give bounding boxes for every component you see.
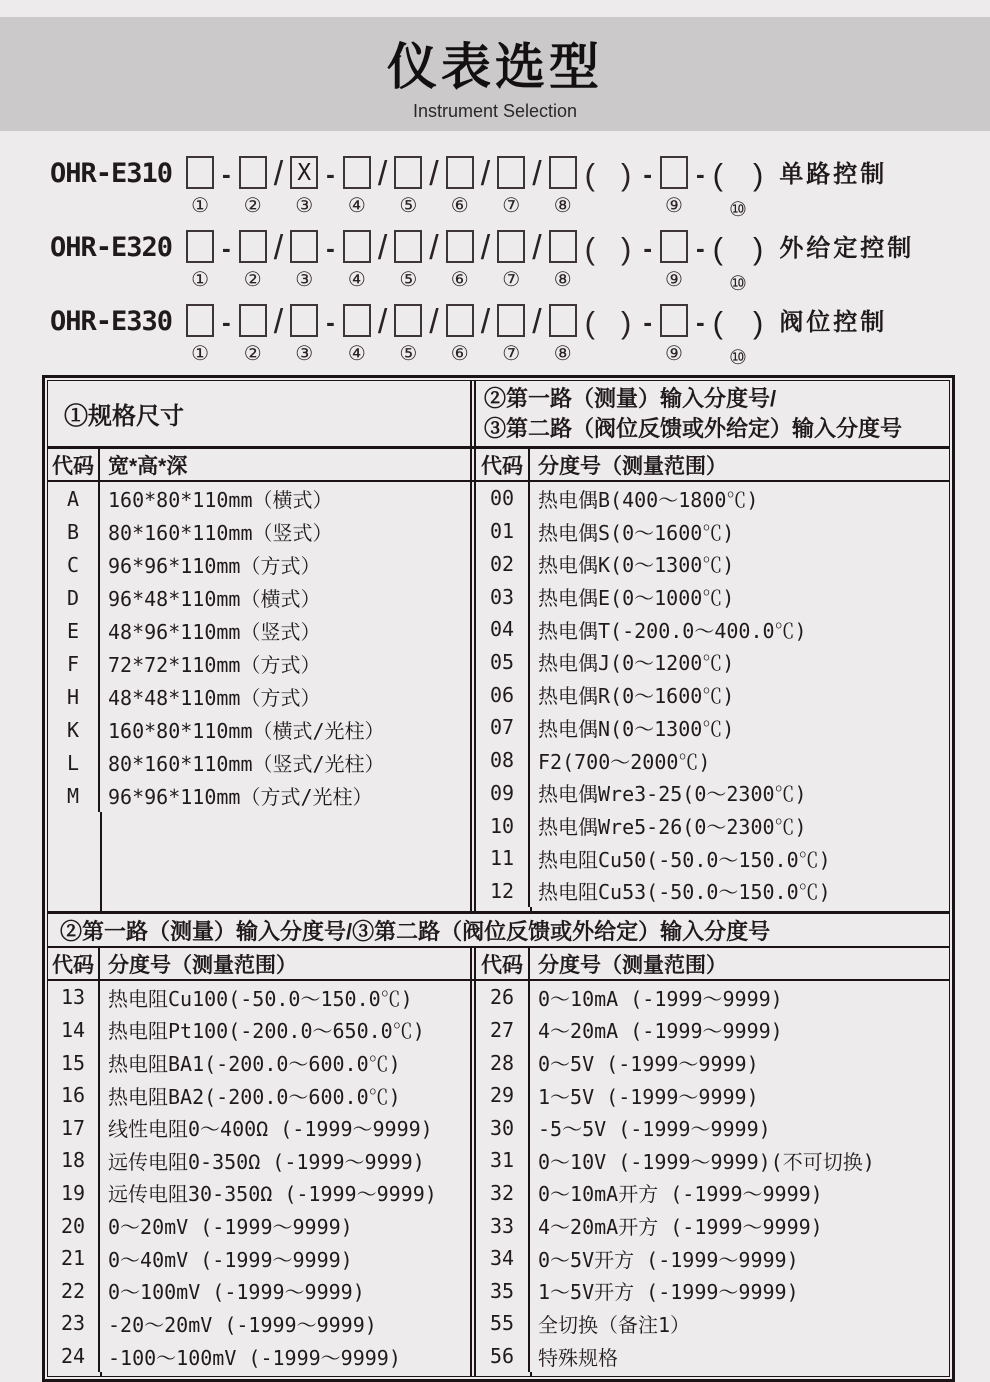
dash-separator: -: [643, 233, 652, 263]
row-description: 热电偶B(400～1800℃): [538, 487, 759, 512]
row-code: 21: [48, 1242, 100, 1275]
circled-number-1: ①: [191, 341, 210, 365]
row-code: 07: [476, 711, 530, 744]
code-slot-6: [446, 156, 474, 216]
dash-separator: -: [326, 307, 335, 337]
slash-separator: /: [377, 303, 388, 341]
row-code: 05: [476, 646, 530, 679]
row-description: 热电阻Cu50(-50.0～150.0℃): [538, 847, 831, 872]
circled-number-7: ⑦: [502, 341, 521, 365]
row-description: 0～40mV (-1999～9999): [108, 1247, 353, 1272]
code-slot-1: [186, 230, 214, 290]
row-code: 30: [476, 1111, 530, 1144]
model-code: OHR-E330: [50, 306, 173, 337]
code-slot-9: [660, 304, 688, 364]
row-code: 03: [476, 580, 530, 613]
spec-box-2: [239, 230, 267, 263]
spec-box-2: [239, 304, 267, 337]
spec-box-6: [446, 230, 474, 263]
row-code: 31: [476, 1144, 530, 1177]
slash-separator: /: [532, 303, 542, 341]
row-code: 08: [476, 744, 530, 777]
row-description: 热电偶J(0～1200℃): [538, 651, 735, 676]
spec-box-3: [290, 230, 318, 263]
row-code: 10: [476, 809, 530, 842]
table-row: [48, 1079, 470, 1112]
section1-header-right: [470, 381, 949, 446]
row-description: F2(700～2000℃): [538, 749, 711, 774]
table-row: [48, 1274, 470, 1307]
section1-header: [48, 381, 949, 449]
circled-number-4: ④: [347, 193, 366, 217]
row-description: -100～100mV (-1999～9999): [108, 1345, 401, 1370]
row-code: C: [48, 548, 100, 581]
row-code: E: [48, 614, 100, 647]
dash-separator: -: [695, 233, 705, 263]
row-code: 15: [48, 1046, 100, 1079]
table-row: [48, 779, 470, 812]
table-row: [476, 482, 949, 515]
code-slot-9: [660, 156, 688, 216]
table-row: [476, 1046, 949, 1079]
row-code: 32: [476, 1177, 530, 1210]
table-row: [476, 547, 949, 580]
slash-separator: /: [480, 303, 491, 341]
row-description: 特殊规格: [538, 1345, 618, 1370]
spec-box-9: [660, 230, 688, 263]
row-code: 04: [476, 613, 530, 646]
row-code: 11: [476, 842, 530, 875]
table-row: [476, 776, 949, 809]
column-header-code: 代码: [48, 449, 100, 480]
row-description: 96*48*110mm（横式）: [108, 587, 321, 611]
circled-number-7: ⑦: [502, 267, 521, 291]
circled-number-6: ⑥: [450, 341, 469, 365]
table-row: [48, 680, 470, 713]
row-code: 02: [476, 547, 530, 580]
circled-number-2: ②: [243, 341, 262, 365]
table-row: [48, 1340, 470, 1373]
column-header-code: 代码: [48, 948, 100, 979]
section1-header-left: ①规格尺寸: [64, 403, 184, 430]
row-description: 热电偶T(-200.0～400.0℃): [538, 618, 807, 643]
row-description: 热电阻BA1(-200.0～600.0℃): [108, 1052, 401, 1077]
column-header-range: 分度号（测量范围）: [538, 454, 727, 478]
close-paren: ): [752, 231, 764, 266]
model-control-type-label: 外给定控制: [779, 235, 915, 262]
table-row: [48, 746, 470, 779]
code-slot-10: [713, 156, 764, 220]
model-control-type-label: 单路控制: [779, 161, 888, 188]
row-code: 23: [48, 1307, 100, 1340]
spec-box-3: X: [290, 156, 318, 189]
row-code: A: [48, 482, 100, 515]
circled-number-9: ⑨: [665, 267, 683, 291]
circled-number-6: ⑥: [450, 267, 469, 291]
section1-column-headers: [48, 449, 949, 482]
page-title: 仪表选型: [387, 38, 603, 95]
row-description: -20～20mV (-1999～9999): [108, 1312, 377, 1337]
row-code: 29: [476, 1079, 530, 1112]
circled-number-9: ⑨: [665, 193, 683, 217]
circled-number-1: ①: [191, 193, 210, 217]
spec-box-4: [343, 230, 371, 263]
column-header-code: 代码: [476, 449, 530, 480]
circled-number-5: ⑤: [399, 267, 418, 291]
circled-number-1: ①: [191, 267, 210, 291]
spec-box-3: [290, 304, 318, 337]
row-description: 热电偶R(0～1600℃): [538, 684, 735, 709]
row-description: 160*80*110mm（横式/光柱）: [108, 719, 385, 743]
code-slot-9: [660, 230, 688, 290]
row-code: L: [48, 746, 100, 779]
table-row: [48, 1242, 470, 1275]
row-code: 06: [476, 678, 530, 711]
spec-box-1: [186, 230, 214, 263]
section2-column-headers: [48, 948, 949, 981]
table-row: [48, 482, 470, 515]
row-code: 35: [476, 1274, 530, 1307]
spec-box-2: [239, 156, 267, 189]
table-row: [476, 744, 949, 777]
model-row: [50, 156, 914, 230]
spec-box-9: [660, 156, 688, 189]
spec-box-4: [343, 156, 371, 189]
code-slot-2: [239, 156, 267, 216]
open-paren: (: [712, 231, 723, 266]
row-code: 34: [476, 1242, 530, 1275]
circled-number-10: ⑩: [729, 197, 747, 221]
row-code: 00: [476, 482, 530, 515]
row-code: 26: [476, 981, 530, 1014]
row-code: 24: [48, 1340, 100, 1373]
table-row: [476, 1079, 949, 1112]
open-paren: (: [712, 157, 723, 192]
circled-number-7: ⑦: [502, 193, 521, 217]
row-code: 33: [476, 1209, 530, 1242]
column-header-range: 分度号（测量范围）: [108, 953, 297, 977]
row-code: 14: [48, 1014, 100, 1047]
open-paren: (: [584, 305, 595, 340]
title-banner: [0, 17, 990, 131]
code-slot-7: [497, 304, 525, 364]
code-slot-1: [186, 304, 214, 364]
slash-separator: /: [377, 155, 388, 193]
table-row: [476, 842, 949, 875]
slash-separator: /: [273, 155, 284, 193]
close-paren: ): [752, 305, 764, 340]
table-row: [48, 581, 470, 614]
row-description: 热电偶E(0～1000℃): [538, 586, 735, 611]
row-description: 热电偶N(0～1300℃): [538, 716, 735, 741]
model-code-section: [50, 156, 914, 378]
spec-box-7: [497, 230, 525, 263]
circled-number-5: ⑤: [399, 341, 418, 365]
spec-box-7: [497, 156, 525, 189]
code-slot-10: [713, 304, 764, 368]
table-row: [476, 711, 949, 744]
table-row: [476, 613, 949, 646]
dash-separator: -: [326, 233, 335, 263]
row-description: 0～10mA (-1999～9999): [538, 986, 783, 1011]
table-row: [476, 646, 949, 679]
table-row: [476, 1111, 949, 1144]
circled-number-2: ②: [243, 193, 262, 217]
dash-separator: -: [695, 159, 705, 189]
dash-separator: -: [643, 307, 652, 337]
column-header-range: 分度号（测量范围）: [538, 953, 727, 977]
row-description: 4～20mA (-1999～9999): [538, 1019, 783, 1044]
row-code: 19: [48, 1177, 100, 1210]
code-slot-5: [394, 156, 422, 216]
table-row: [48, 548, 470, 581]
slash-separator: /: [480, 229, 491, 267]
row-code: D: [48, 581, 100, 614]
row-description: 48*48*110mm（方式）: [108, 686, 321, 710]
open-paren: (: [712, 305, 723, 340]
table-row: [476, 1307, 949, 1340]
circled-number-4: ④: [347, 267, 366, 291]
row-description: 160*80*110mm（横式）: [108, 488, 333, 512]
table-row: [476, 1144, 949, 1177]
spec-box-7: [497, 304, 525, 337]
row-code: 27: [476, 1014, 530, 1047]
dash-separator: -: [222, 307, 231, 337]
row-code: K: [48, 713, 100, 746]
dash-separator: -: [643, 159, 652, 189]
model-row: [50, 230, 914, 304]
row-description: 远传电阻0-350Ω (-1999～9999): [108, 1149, 425, 1174]
row-description: 1～5V开方 (-1999～9999): [538, 1280, 799, 1305]
close-paren: ): [620, 157, 632, 192]
row-code: B: [48, 515, 100, 548]
circled-number-9: ⑨: [665, 341, 683, 365]
code-slot-8: [549, 156, 577, 216]
model-row: [50, 304, 914, 378]
code-slot-6: [446, 230, 474, 290]
row-code: 01: [476, 515, 530, 548]
spec-box-8: [549, 304, 577, 337]
open-paren: (: [584, 231, 595, 266]
code-slot-7: [497, 156, 525, 216]
table-row: [48, 1046, 470, 1079]
close-paren: ): [752, 157, 764, 192]
slash-separator: /: [429, 303, 439, 341]
row-description: 80*160*110mm（竖式/光柱）: [108, 752, 385, 776]
row-description: -5～5V (-1999～9999): [538, 1117, 771, 1142]
close-paren: ): [620, 231, 632, 266]
open-paren: (: [584, 157, 595, 192]
row-description: 线性电阻0～400Ω (-1999～9999): [108, 1117, 433, 1142]
slash-separator: /: [273, 303, 284, 341]
code-slot-7: [497, 230, 525, 290]
table-row: [476, 1014, 949, 1047]
row-code: 17: [48, 1111, 100, 1144]
model-code: OHR-E320: [50, 232, 173, 263]
row-description: 1～5V (-1999～9999): [538, 1084, 759, 1109]
table-row: [476, 580, 949, 613]
circled-number-5: ⑤: [399, 193, 418, 217]
table-row: [48, 1014, 470, 1047]
row-description: 80*160*110mm（竖式）: [108, 521, 333, 545]
dash-separator: -: [695, 307, 705, 337]
table-row: [48, 515, 470, 548]
table-row: [476, 809, 949, 842]
spec-box-1: [186, 304, 214, 337]
row-description: 96*96*110mm（方式/光柱）: [108, 785, 373, 809]
spec-box-4: [343, 304, 371, 337]
row-description: 热电阻BA2(-200.0～600.0℃): [108, 1084, 401, 1109]
row-code: 22: [48, 1274, 100, 1307]
spec-box-6: [446, 156, 474, 189]
row-code: 13: [48, 981, 100, 1014]
slash-separator: /: [532, 229, 542, 267]
row-code: 16: [48, 1079, 100, 1112]
circled-number-10: ⑩: [729, 271, 747, 295]
slash-separator: /: [429, 229, 439, 267]
circled-number-4: ④: [347, 341, 366, 365]
row-description: 0～20mV (-1999～9999): [108, 1215, 353, 1240]
table-row: [476, 1242, 949, 1275]
row-description: 96*96*110mm（方式）: [108, 554, 321, 578]
row-code: M: [48, 779, 100, 812]
selection-table: [42, 375, 955, 1382]
row-description: 0～10mA开方 (-1999～9999): [538, 1182, 823, 1207]
spec-box-6: [446, 304, 474, 337]
code-slot-4: [343, 156, 371, 216]
code-slot-3: [290, 304, 318, 364]
spec-box-5: [394, 156, 422, 189]
dash-separator: -: [222, 159, 231, 189]
row-description: 0～5V (-1999～9999): [538, 1052, 759, 1077]
row-description: 0～10V (-1999～9999)(不可切换): [538, 1149, 875, 1174]
code-slot-6: [446, 304, 474, 364]
table-row: [48, 1177, 470, 1210]
row-description: 0～100mV (-1999～9999): [108, 1280, 365, 1305]
table-row: [48, 713, 470, 746]
row-description: 48*96*110mm（竖式）: [108, 620, 321, 644]
code-slot-4: [343, 304, 371, 364]
row-code: 55: [476, 1307, 530, 1340]
slash-separator: /: [480, 155, 491, 193]
model-code: OHR-E310: [50, 158, 173, 189]
row-code: 28: [476, 1046, 530, 1079]
slash-separator: /: [532, 155, 542, 193]
spec-box-8: [549, 156, 577, 189]
dash-separator: -: [222, 233, 231, 263]
circled-number-3: ③: [295, 267, 314, 291]
table-row: [48, 1307, 470, 1340]
code-slot-5: [394, 304, 422, 364]
code-slot-5: [394, 230, 422, 290]
table-row: [476, 1340, 949, 1373]
table-row: [476, 981, 949, 1014]
close-paren: ): [620, 305, 632, 340]
row-code: 09: [476, 776, 530, 809]
table-row: [476, 1274, 949, 1307]
section1-body: [48, 482, 949, 911]
row-description: 全切换（备注1）: [538, 1312, 691, 1337]
row-description: 热电偶Wre5-26(0～2300℃): [538, 815, 807, 840]
code-slot-2: [239, 230, 267, 290]
row-code: 18: [48, 1144, 100, 1177]
row-code: H: [48, 680, 100, 713]
table-row: [48, 1111, 470, 1144]
row-code: 12: [476, 875, 530, 908]
circled-number-10: ⑩: [729, 345, 747, 369]
slash-separator: /: [429, 155, 439, 193]
circled-number-2: ②: [243, 267, 262, 291]
circled-number-3: ③: [295, 193, 314, 217]
spec-box-5: [394, 304, 422, 337]
table-row: [476, 1177, 949, 1210]
row-code: 56: [476, 1340, 530, 1373]
code-slot-4: [343, 230, 371, 290]
row-description: 热电偶Wre3-25(0～2300℃): [538, 782, 807, 807]
row-description: 远传电阻30-350Ω (-1999～9999): [108, 1182, 437, 1207]
circled-number-6: ⑥: [450, 193, 469, 217]
row-description: 热电阻Cu100(-50.0～150.0℃): [108, 986, 413, 1011]
table-row: [48, 647, 470, 680]
section2-header: ②第一路（测量）输入分度号/③第二路（阀位反馈或外给定）输入分度号: [48, 911, 949, 948]
code-slot-10: [713, 230, 764, 294]
circled-number-8: ⑧: [553, 193, 572, 217]
spec-box-1: [186, 156, 214, 189]
model-control-type-label: 阀位控制: [779, 309, 888, 336]
circled-number-3: ③: [295, 341, 314, 365]
table-row: [476, 678, 949, 711]
row-description: 72*72*110mm（方式）: [108, 653, 321, 677]
slash-separator: /: [377, 229, 388, 267]
column-header-size: 宽*高*深: [108, 454, 188, 478]
table-row: [48, 1209, 470, 1242]
row-code: F: [48, 647, 100, 680]
code-slot-1: [186, 156, 214, 216]
table-row: [48, 1144, 470, 1177]
dash-separator: -: [326, 159, 335, 189]
row-description: 4～20mA开方 (-1999～9999): [538, 1215, 823, 1240]
spec-box-9: [660, 304, 688, 337]
code-slot-3: [290, 230, 318, 290]
section1-header-right-line2: ③第二路（阀位反馈或外给定）输入分度号: [484, 415, 903, 441]
code-slot-8: [549, 304, 577, 364]
row-description: 0～5V开方 (-1999～9999): [538, 1247, 799, 1272]
section2-body: [48, 981, 949, 1376]
code-slot-2: [239, 304, 267, 364]
section1-header-right-line1: ②第一路（测量）输入分度号/: [484, 385, 777, 411]
row-description: 热电偶S(0～1600℃): [538, 520, 735, 545]
table-row: [476, 515, 949, 548]
slash-separator: /: [273, 229, 284, 267]
page-subtitle: Instrument Selection: [412, 100, 578, 121]
row-code: 20: [48, 1209, 100, 1242]
column-header-code: 代码: [476, 948, 530, 979]
circled-number-8: ⑧: [553, 341, 572, 365]
row-description: 热电阻Cu53(-50.0～150.0℃): [538, 880, 831, 905]
table-row: [476, 875, 949, 908]
row-description: 热电阻Pt100(-200.0～650.0℃): [108, 1019, 425, 1044]
table-row: [48, 614, 470, 647]
spec-box-8: [549, 230, 577, 263]
table-row: [476, 1209, 949, 1242]
table-row: [48, 981, 470, 1014]
circled-number-8: ⑧: [553, 267, 572, 291]
code-slot-3: [290, 156, 318, 216]
spec-box-5: [394, 230, 422, 263]
code-slot-8: [549, 230, 577, 290]
row-description: 热电偶K(0～1300℃): [538, 553, 735, 578]
